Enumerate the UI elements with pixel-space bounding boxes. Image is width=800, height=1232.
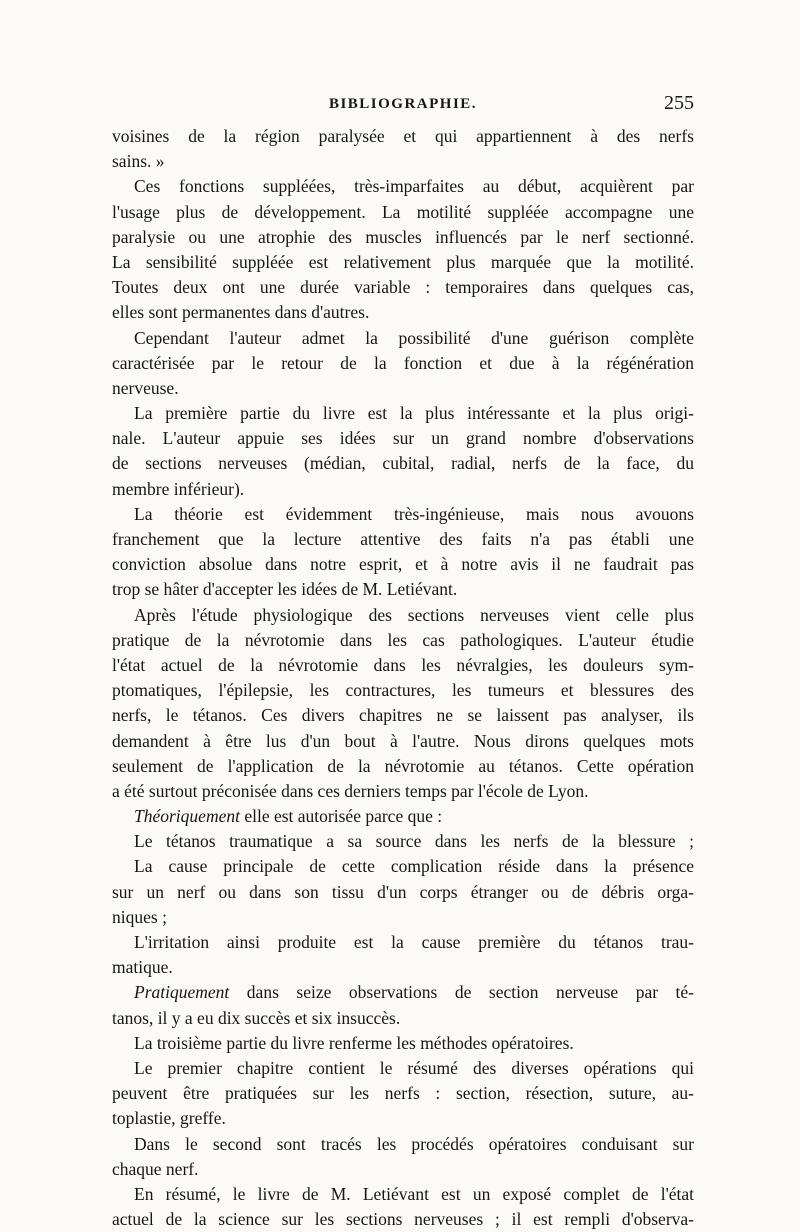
- text-line: En résumé, le livre de M. Letiévant est un exposé complet de l'état: [134, 1183, 694, 1204]
- text-fragment: dans seize observations de section nerveuse par té-: [246, 982, 695, 1003]
- text-line: Dans le second sont tracés les procédés opératoires conduisant sur: [134, 1133, 694, 1154]
- text-line: elles sont permanentes dans d'autres.: [112, 302, 370, 323]
- text-line: a été surtout préconisée dans ces derniers temps par l'école de Lyon.: [112, 780, 589, 801]
- text-line: [112, 980, 694, 1005]
- text-line: peuvent être pratiquées sur les nerfs : section, résection, suture, au-: [112, 1083, 694, 1104]
- text-line: ptomatiques, l'épilepsie, les contractures, les tumeurs et blessures des: [112, 680, 694, 701]
- text-line: nerfs, le tétanos. Ces divers chapitres ne se laissent pas analyser, ils: [112, 705, 694, 726]
- body-text: [112, 124, 694, 1232]
- text-line: sains. »: [112, 151, 165, 172]
- text-line: La sensibilité suppléée est relativement plus marquée que la motilité.: [112, 251, 694, 272]
- italic-term: Théoriquement: [134, 806, 240, 827]
- text-line: La première partie du livre est la plus intéressante et la plus origi-: [134, 403, 694, 424]
- text-line: toplastie, greffe.: [112, 1108, 226, 1129]
- text-line: seulement de l'application de la névrotomie au tétanos. Cette opération: [112, 755, 694, 776]
- text-line: demandent à être lus d'un bout à l'autre. Nous dirons quelques mots: [112, 730, 694, 751]
- text-line: niques ;: [112, 906, 167, 927]
- text-line: matique.: [112, 957, 173, 978]
- text-line: voisines de la région paralysée et qui appartiennent à des nerfs: [112, 126, 694, 146]
- text-line: Toutes deux ont une durée variable : temporaires dans quelques cas,: [112, 277, 694, 298]
- text-line: franchement que la lecture attentive des faits n'a pas établi une: [112, 529, 694, 549]
- text-line: l'état actuel de la névrotomie dans les névralgies, les douleurs sym-: [112, 654, 694, 675]
- text-line: caractérisée par le retour de la fonction et due à la régénération: [112, 352, 694, 373]
- page-body: [112, 92, 695, 1232]
- text-line: L'irritation ainsi produite est la cause première du tétanos trau-: [134, 932, 694, 952]
- text-line: Cependant l'auteur admet la possibilité d'une guérison complète: [134, 327, 694, 348]
- page-number: 255: [664, 92, 694, 114]
- text-line: conviction absolue dans notre esprit, et à notre avis il ne faudrait pas: [112, 554, 694, 575]
- text-line: La théorie est évidemment très-ingénieuse, mais nous avouons: [134, 503, 694, 524]
- text-line: nale. L'auteur appuie ses idées sur un grand nombre d'observations: [112, 428, 694, 449]
- text-line: pratique de la névrotomie dans les cas pathologiques. L'auteur étudie: [112, 629, 694, 650]
- text-line: Après l'étude physiologique des sections nerveuses vient celle plus: [134, 604, 694, 625]
- text-line: membre inférieur).: [112, 478, 245, 499]
- text-line: Le tétanos traumatique a sa source dans les nerfs de la blessure ;: [134, 831, 694, 852]
- text-line: paralysie ou une atrophie des muscles influencés par le nerf sectionné.: [112, 226, 694, 247]
- text-fragment: elle est autorisée parce que :: [244, 806, 443, 827]
- italic-term: Pratiquement: [134, 982, 230, 1003]
- text-line: de sections nerveuses (médian, cubital, radial, nerfs de la face, du: [112, 453, 694, 474]
- running-title: BIBLIOGRAPHIE.: [328, 96, 478, 112]
- text-line: l'usage plus de développement. La motilité suppléée accompagne une: [112, 201, 694, 222]
- text-line: tanos, il y a eu dix succès et six insuccès.: [112, 1007, 401, 1028]
- text-line: La cause principale de cette complication réside dans la présence: [134, 856, 694, 877]
- text-line: [112, 804, 694, 829]
- text-line: chaque nerf.: [112, 1158, 199, 1179]
- text-line: Ces fonctions suppléées, très-imparfaites au début, acquièrent par: [134, 176, 694, 197]
- text-line: trop se hâter d'accepter les idées de M. Letiévant.: [112, 579, 458, 600]
- text-line: sur un nerf ou dans son tissu d'un corps étranger ou de débris orga-: [112, 881, 694, 902]
- text-line: nerveuse.: [112, 377, 179, 398]
- text-line: actuel de la science sur les sections nerveuses ; il est rempli d'observa-: [112, 1209, 694, 1230]
- text-line: Le premier chapitre contient le résumé des diverses opérations qui: [134, 1057, 694, 1078]
- running-header: [112, 92, 694, 120]
- text-line: La troisième partie du livre renferme les méthodes opératoires.: [134, 1032, 574, 1053]
